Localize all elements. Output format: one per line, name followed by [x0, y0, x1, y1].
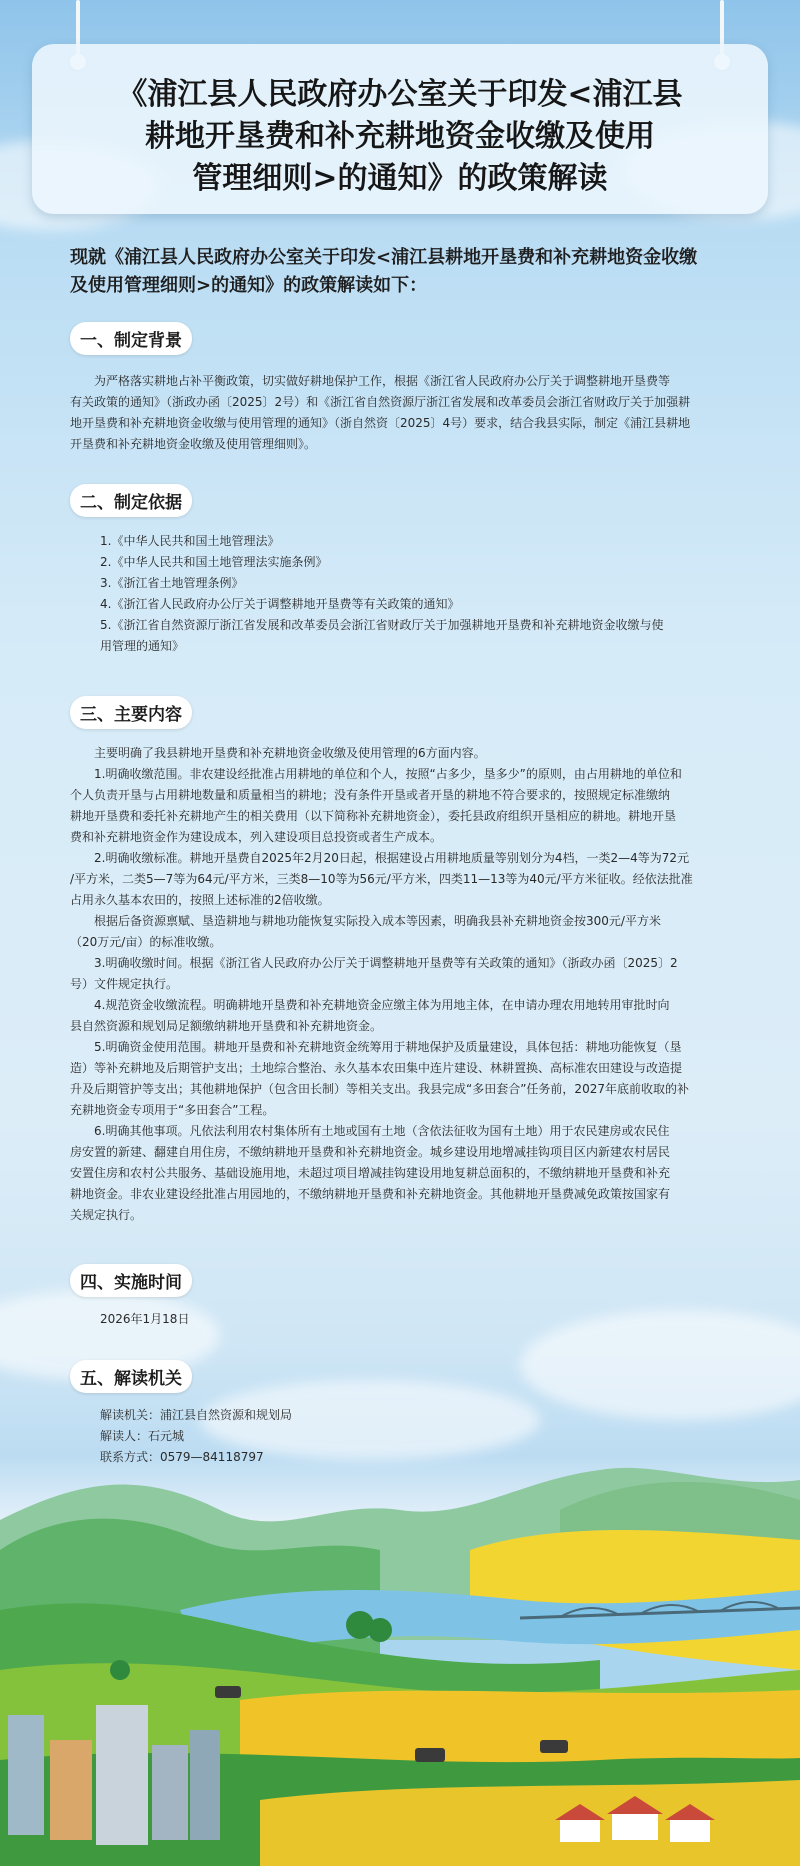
tractor: [415, 1748, 445, 1762]
landscape-illustration: [0, 1440, 800, 1866]
tractor: [215, 1686, 241, 1698]
paragraph-line: 造）等补充耕地及后期管护支出；土地综合整治、永久基本农田集中连片建设、林耕置换、高标准农田建设与改造提: [70, 1061, 683, 1075]
section-heading: 五、解读机关: [70, 1360, 192, 1393]
intro-text: [70, 244, 740, 300]
basis-item: 5.《浙江省自然资源厅浙江省发展和改革委员会浙江省财政厅关于加强耕地开垦费和补充耕地资金收缴与使: [100, 618, 664, 632]
section-heading: 四、实施时间: [70, 1264, 192, 1297]
building: [50, 1740, 92, 1840]
tractor: [540, 1740, 568, 1753]
paragraph-line: 主要明确了我县耕地开垦费和补充耕地资金收缴及使用管理的6方面内容。: [94, 746, 486, 760]
paragraph-line: 号）文件规定执行。: [70, 977, 179, 991]
intro-line: 现就《浦江县人民政府办公室关于印发<浦江县耕地开垦费和补充耕地资金收缴: [70, 247, 698, 268]
paragraph-line: 耕地资金。非农业建设经批准占用园地的，不缴纳耕地开垦费和补充耕地资金。其他耕地开垦费减免政策按国家有: [70, 1187, 671, 1201]
contact: 联系方式：0579—84118797: [100, 1450, 264, 1464]
building: [8, 1715, 44, 1835]
basis-item: 4.《浙江省人民政府办公厅关于调整耕地开垦费等有关政策的通知》: [100, 597, 460, 611]
paragraph-line: 6.明确其他事项。凡依法利用农村集体所有土地或国有土地（含依法征收为国有土地）用于农民建房或农民住: [94, 1124, 670, 1138]
building: [190, 1730, 220, 1840]
paragraph-line: 升及后期管护等支出；其他耕地保护（包含田长制）等相关支出。我县完成“多田套合”任务前，2027年底前收取的补: [70, 1082, 689, 1096]
paragraph-line: 安置住房和农村公共服务、基础设施用地，未超过项目增减挂钩建设用地复耕总面积的，不缴纳耕地开垦费和补充: [70, 1166, 671, 1180]
tree: [110, 1660, 130, 1680]
paragraph-line: 5.明确资金使用范围。耕地开垦费和补充耕地资金统筹用于耕地保护及质量建设，具体包括：耕地功能恢复（垦: [94, 1040, 682, 1054]
page-title-line-2: 耕地开垦费和补充耕地资金收缴及使用: [145, 119, 655, 154]
title-panel: [32, 44, 768, 214]
page-title-line-1: 《浦江县人民政府办公室关于印发<浦江县: [117, 77, 683, 112]
paragraph-line: 地开垦费和补充耕地资金收缴与使用管理的通知》（浙自然资〔2025〕4号）要求，结合我县实际，制定《浦江县耕地: [70, 416, 691, 430]
paragraph-line: 关规定执行。: [70, 1208, 143, 1222]
house: [612, 1812, 658, 1840]
section-background: [70, 322, 740, 455]
house: [560, 1818, 600, 1842]
intro-line: 及使用管理细则>的通知》的政策解读如下：: [70, 275, 428, 296]
page-title-line-3: 管理细则>的通知》的政策解读: [192, 161, 608, 196]
basis-item: 1.《中华人民共和国土地管理法》: [100, 534, 280, 548]
effective-date: 2026年1月18日: [100, 1312, 190, 1326]
paragraph-line: 2.明确收缴标准。耕地开垦费自2025年2月20日起，根据建设占用耕地质量等别划分为4档，一类2—4等为72元: [94, 851, 690, 865]
basis-item-continued: 用管理的通知》: [100, 639, 185, 653]
section-heading: 三、主要内容: [70, 696, 192, 729]
tree: [368, 1618, 392, 1642]
house: [670, 1818, 710, 1842]
paragraph-line: 占用永久基本农田的，按照上述标准的2倍收缴。: [70, 893, 330, 907]
paragraph-line: 开垦费和补充耕地资金收缴及使用管理细则》。: [70, 437, 317, 451]
paragraph-line: 费和补充耕地资金作为建设成本，列入建设项目总投资或者生产成本。: [70, 830, 443, 844]
interpreter: 解读人：石元城: [100, 1429, 185, 1443]
paragraph-line: 1.明确收缴范围。非农建设经批准占用耕地的单位和个人，按照“占多少，垦多少”的原则，由占用耕地的单位和: [94, 767, 682, 781]
paragraph-line: 有关政策的通知》（浙政办函〔2025〕2号）和《浙江省自然资源厅浙江省发展和改革委员会浙江省财政厅关于加强耕: [70, 395, 691, 409]
paragraph-line: 耕地开垦费和委托补充耕地产生的相关费用（以下简称补充耕地资金），委托县政府组织开垦相应的耕地。耕地开垦: [70, 809, 677, 823]
section-heading: 二、制定依据: [70, 484, 192, 517]
section-content: [70, 696, 740, 1226]
paragraph-line: 根据后备资源禀赋、垦造耕地与耕地功能恢复实际投入成本等因素，明确我县补充耕地资金按300元/平方米: [94, 914, 661, 928]
paragraph-line: （20万元/亩）的标准收缴。: [70, 935, 222, 949]
section-heading: 一、制定背景: [70, 322, 192, 355]
basis-item: 2.《中华人民共和国土地管理法实施条例》: [100, 555, 328, 569]
paragraph-line: 充耕地资金专项用于“多田套合”工程。: [70, 1103, 275, 1117]
paragraph-line: 县自然资源和规划局足额缴纳耕地开垦费和补充耕地资金。: [70, 1019, 383, 1033]
paragraph-line: 房安置的新建、翻建自用住房，不缴纳耕地开垦费和补充耕地资金。城乡建设用地增减挂钩项目区内新建农村居民: [70, 1145, 671, 1159]
basis-item: 3.《浙江省土地管理条例》: [100, 576, 244, 590]
paragraph-line: /平方米，二类5—7等为64元/平方米，三类8—10等为56元/平方米，四类11—13等为40元/平方米征收。经依法批准: [70, 872, 693, 886]
paragraph-line: 为严格落实耕地占补平衡政策，切实做好耕地保护工作，根据《浙江省人民政府办公厅关于调整耕地开垦费等: [94, 374, 671, 388]
paragraph-line: 3.明确收缴时间。根据《浙江省人民政府办公厅关于调整耕地开垦费等有关政策的通知》（浙政办函〔2025〕2: [94, 956, 678, 970]
agency-name: 解读机关：浦江县自然资源和规划局: [100, 1408, 293, 1422]
paragraph-line: 个人负责开垦与占用耕地数量和质量相当的耕地；没有条件开垦或者开垦的耕地不符合要求的，按照规定标准缴纳: [70, 788, 671, 802]
section-effective: [70, 1264, 740, 1330]
paragraph-line: 4.规范资金收缴流程。明确耕地开垦费和补充耕地资金应缴主体为用地主体，在申请办理农用地转用审批时向: [94, 998, 670, 1012]
field-foreground-gold: [260, 1780, 800, 1866]
section-basis: [70, 484, 740, 657]
building: [152, 1745, 188, 1840]
building: [96, 1705, 148, 1845]
